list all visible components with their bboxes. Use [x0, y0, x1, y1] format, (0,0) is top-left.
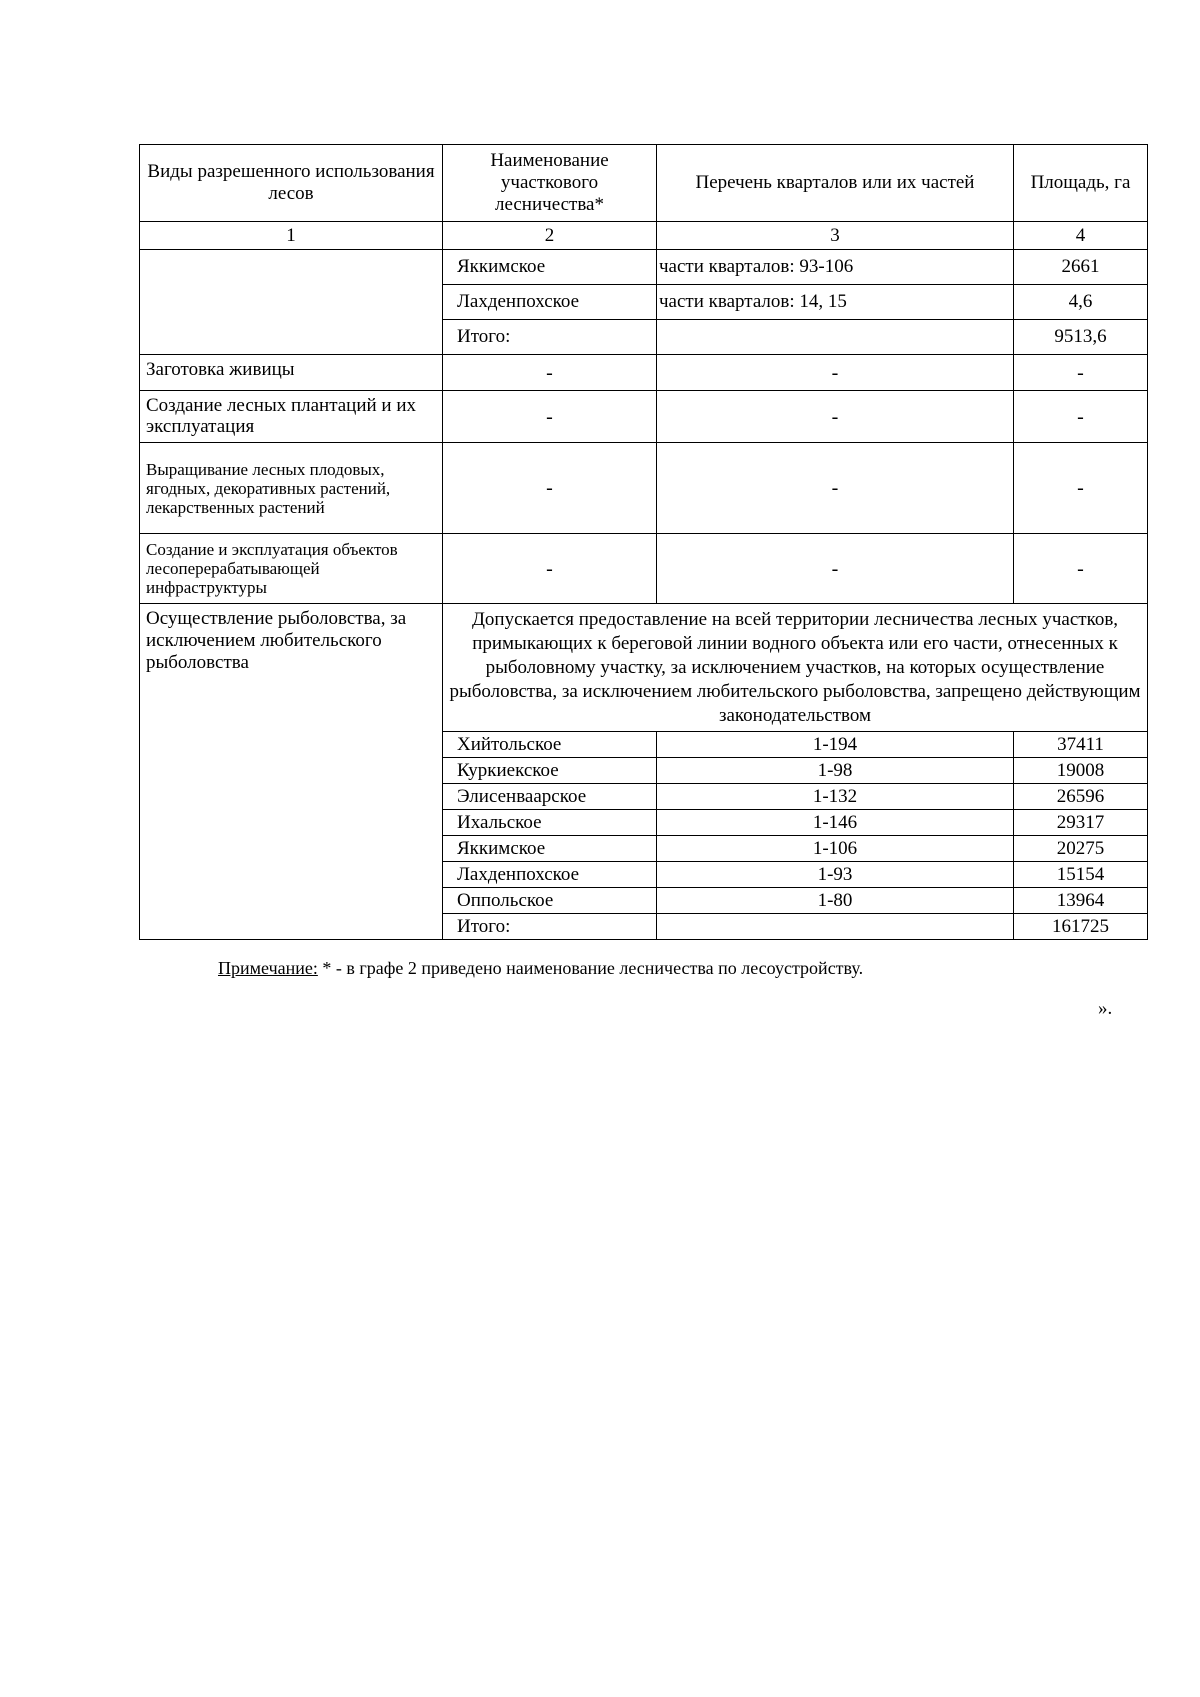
col-number: 1	[140, 222, 443, 250]
total-area: 9513,6	[1014, 320, 1148, 355]
area-value: 26596	[1014, 784, 1148, 810]
table-row	[140, 250, 1148, 285]
col-number: 4	[1014, 222, 1148, 250]
use-type: Создание лесных плантаций и их эксплуатация	[140, 391, 443, 443]
quarters-list: 1-106	[657, 836, 1014, 862]
area-value: 4,6	[1014, 285, 1148, 320]
forestry-name: Хийтольское	[443, 732, 657, 758]
quarters-list	[657, 320, 1014, 355]
quarters-list: -	[657, 443, 1014, 534]
header-col3: Перечень кварталов или их частей	[657, 145, 1014, 222]
footnote-label: Примечание:	[218, 958, 318, 978]
column-number-row	[140, 222, 1148, 250]
area-value: 37411	[1014, 732, 1148, 758]
closing-quote: ».	[1098, 998, 1113, 1019]
footnote	[218, 958, 863, 979]
forestry-name: -	[443, 355, 657, 391]
forestry-name: Ихальское	[443, 810, 657, 836]
forestry-name: Лахденпохское	[443, 862, 657, 888]
header-row	[140, 145, 1148, 222]
forest-use-table	[139, 144, 1148, 940]
use-type: Создание и эксплуатация объектов лесоперерабатывающей инфраструктуры	[140, 534, 443, 604]
quarters-list: части кварталов: 14, 15	[657, 285, 1014, 320]
quarters-list: 1-132	[657, 784, 1014, 810]
quarters-list: 1-80	[657, 888, 1014, 914]
total-area: 161725	[1014, 914, 1148, 940]
table-row	[140, 534, 1148, 604]
footnote-text: * - в графе 2 приведено наименование лесничества по лесоустройству.	[317, 958, 864, 978]
area-value: 19008	[1014, 758, 1148, 784]
empty-type-cell	[140, 250, 443, 355]
forestry-name: Куркиекское	[443, 758, 657, 784]
area-value: 29317	[1014, 810, 1148, 836]
forestry-name: -	[443, 443, 657, 534]
quarters-list: 1-146	[657, 810, 1014, 836]
area-value: 20275	[1014, 836, 1148, 862]
total-label: Итого:	[443, 914, 657, 940]
forestry-name: Яккимское	[443, 836, 657, 862]
area-value: -	[1014, 443, 1148, 534]
fishing-note: Допускается предоставление на всей территории лесничества лесных участков, примыкающих к береговой линии водного объекта или его части, отнесенных к рыболовному участку, за исключением участков, на которых осуществление рыболовства, за исключением любительского рыболовства, запрещено действующим законодательством	[443, 604, 1148, 732]
use-type: Заготовка живицы	[140, 355, 443, 391]
area-value: -	[1014, 355, 1148, 391]
area-value: 2661	[1014, 250, 1148, 285]
col-number: 2	[443, 222, 657, 250]
quarters-list: -	[657, 355, 1014, 391]
total-label: Итого:	[443, 320, 657, 355]
area-value: 13964	[1014, 888, 1148, 914]
table-row	[140, 391, 1148, 443]
header-col2: Наименование участкового лесничества*	[443, 145, 657, 222]
forestry-name: -	[443, 534, 657, 604]
table-row	[140, 604, 1148, 732]
header-col4: Площадь, га	[1014, 145, 1148, 222]
quarters-list: -	[657, 534, 1014, 604]
quarters-list: 1-194	[657, 732, 1014, 758]
quarters-list: -	[657, 391, 1014, 443]
col-number: 3	[657, 222, 1014, 250]
header-col1: Виды разрешенного использования лесов	[140, 145, 443, 222]
quarters-list: 1-93	[657, 862, 1014, 888]
area-value: -	[1014, 391, 1148, 443]
forestry-name: -	[443, 391, 657, 443]
area-value: 15154	[1014, 862, 1148, 888]
quarters-list	[657, 914, 1014, 940]
area-value: -	[1014, 534, 1148, 604]
quarters-list: части кварталов: 93-106	[657, 250, 1014, 285]
use-type: Осуществление рыболовства, за исключением любительского рыболовства	[140, 604, 443, 940]
forestry-name: Лахденпохское	[443, 285, 657, 320]
quarters-list: 1-98	[657, 758, 1014, 784]
forestry-name: Элисенваарское	[443, 784, 657, 810]
forestry-name: Оппольское	[443, 888, 657, 914]
table-row	[140, 443, 1148, 534]
use-type: Выращивание лесных плодовых, ягодных, декоративных растений, лекарственных растений	[140, 443, 443, 534]
table-row	[140, 355, 1148, 391]
forestry-name: Яккимское	[443, 250, 657, 285]
